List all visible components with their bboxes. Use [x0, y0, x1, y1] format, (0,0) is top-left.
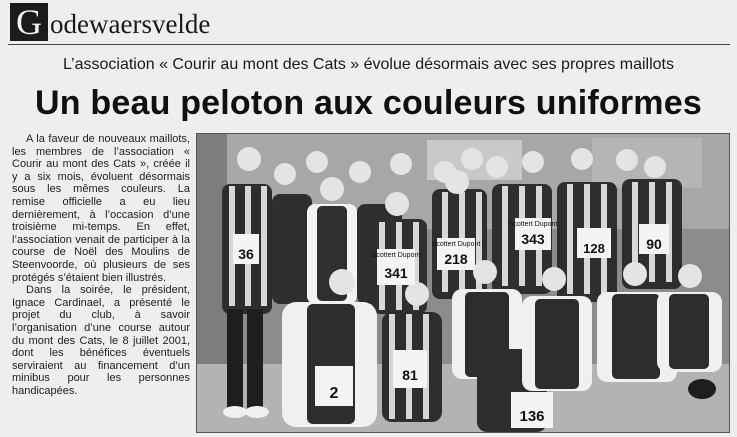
bib-number: 136	[519, 408, 545, 425]
headline: Un beau peloton aux couleurs uniformes	[35, 84, 702, 122]
kicker: L’association « Courir au mont des Cats » évolue désormais avec ses propres maillots	[63, 56, 674, 73]
team-photo	[196, 133, 730, 433]
bib-number: 81	[402, 367, 418, 383]
masthead-rule	[8, 44, 730, 45]
bib-number: 343	[521, 231, 545, 247]
bib-number: 36	[238, 246, 254, 262]
sponsor-label: Scottert Dupont	[431, 241, 481, 248]
masthead	[8, 3, 730, 43]
team-photo-drawing	[197, 134, 729, 432]
bib-number: 90	[646, 236, 662, 252]
masthead-town: odewaersvelde	[50, 9, 211, 39]
sponsor-label: Scottert Dupont	[371, 252, 421, 259]
bib-number: 341	[384, 265, 408, 281]
bib-number: 128	[583, 241, 605, 256]
masthead-initial: G	[10, 3, 48, 41]
article-body	[12, 133, 190, 397]
article-paragraph-1: A la faveur de nouveaux maillots, les membres de l’association « Courir au mont des Cats », créée il y a six mois, évoluent désormais sous les mêmes couleurs. La remise officielle a eu lieu dernièrement, à l’occasion d’une troisième mi-temps. En effet, l’association venait de participer à la course de Noël des Moulins de Steenvoorde, où plusieurs de ses protégés s’étaient bien illustrés.	[12, 133, 190, 284]
sponsor-label: Scottert Dupont	[508, 221, 558, 228]
bib-number: 2	[329, 385, 339, 402]
bib-number: 218	[444, 251, 468, 267]
article-paragraph-2: Dans la soirée, le président, Ignace Cardinael, a présenté le projet du club, à savoir l’organisation d’une course autour du mont des Cats, le 8 juillet 2001, dont les bénéfices éventuels serviraient au financement d’un minibus pour les personnes handicapées.	[12, 284, 190, 397]
